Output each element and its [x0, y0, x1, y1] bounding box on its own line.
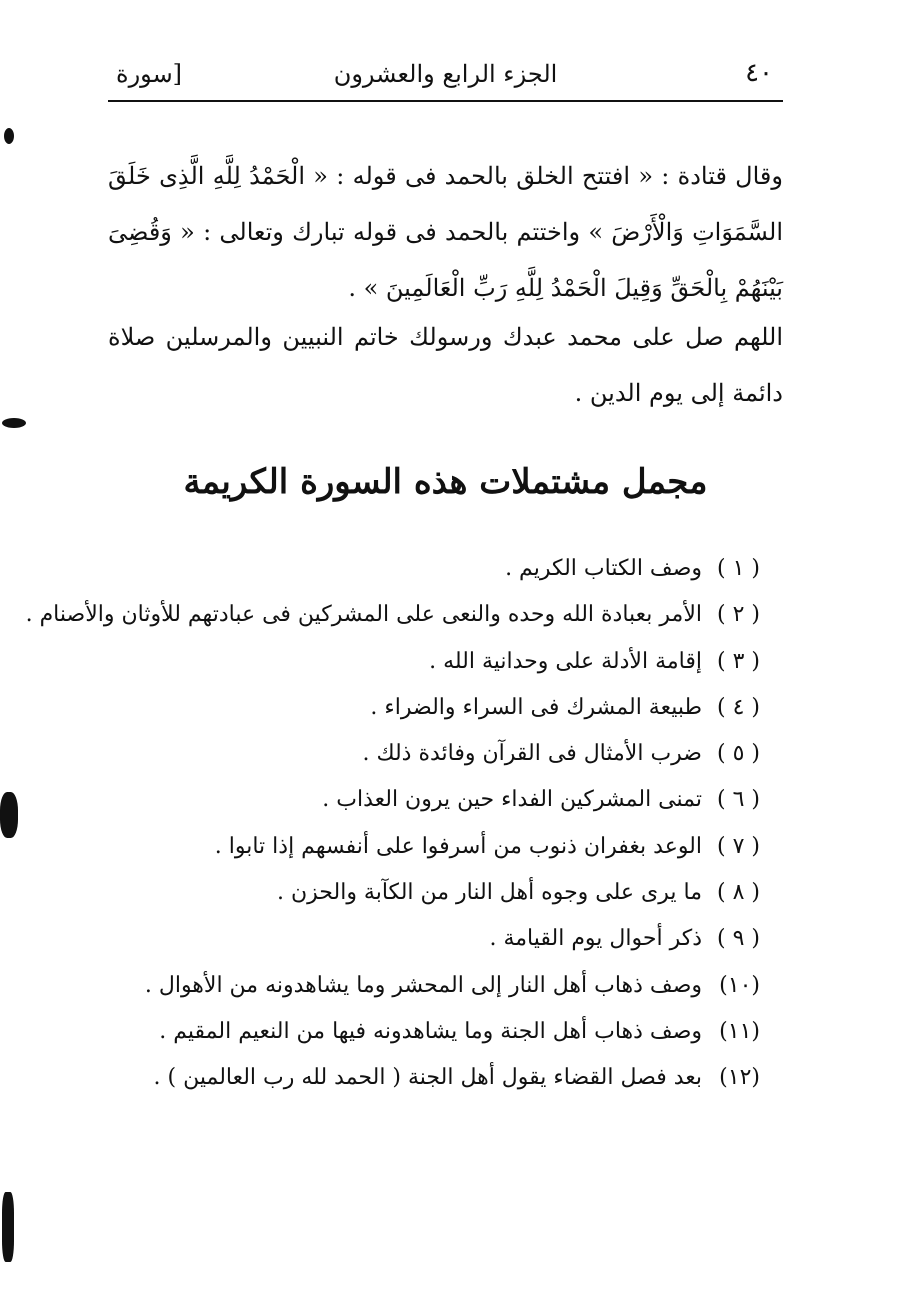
item-number: (١٠) [719, 972, 760, 998]
item-text: ما يرى على وجوه أهل النار من الكآبة والحزن . [277, 880, 702, 906]
surah-label: [سورة [116, 60, 183, 88]
item-number: ( ٦ ) [717, 787, 760, 813]
item-text: طبيعة المشرك فى السراء والضراء . [370, 694, 702, 720]
page-header [108, 52, 783, 102]
list-item [150, 741, 760, 787]
list-item [150, 834, 760, 880]
scan-mark [2, 418, 26, 428]
item-text: وصف ذهاب أهل النار إلى المحشر وما يشاهدونه من الأهوال . [144, 972, 702, 998]
item-text: وصف ذهاب أهل الجنة وما يشاهدونه فيها من النعيم المقيم . [159, 1018, 702, 1044]
list-item [144, 972, 760, 1019]
item-number: ( ٢ ) [717, 602, 760, 628]
list-item [150, 787, 760, 833]
section-heading: مجمل مشتملات هذه السورة الكريمة [183, 462, 708, 502]
item-number: (١١) [719, 1018, 760, 1044]
list-item [150, 1065, 760, 1111]
item-text: إقامة الأدلة على وحدانية الله . [429, 648, 702, 674]
item-number: ( ١ ) [717, 556, 760, 581]
item-text: وصف الكتاب الكريم . [505, 556, 702, 581]
list-item [150, 880, 760, 926]
item-number: ( ٨ ) [717, 880, 760, 906]
list-item [150, 695, 760, 741]
list-item [150, 1019, 760, 1065]
item-number: ( ٥ ) [717, 741, 760, 767]
item-text: الأمر بعبادة الله وحده والنعى على المشركين فى عبادتهم للأوثان والأصنام . [25, 602, 702, 628]
running-title: الجزء الرابع والعشرون [333, 60, 558, 88]
item-text: ذكر أحوال يوم القيامة . [489, 926, 702, 952]
prayer-paragraph: اللهم صل على محمد عبدك ورسولك خاتم النبيين والمرسلين صلاة دائمة إلى يوم الدين . [108, 323, 783, 407]
item-number: ( ٣ ) [717, 648, 760, 674]
item-text: ضرب الأمثال فى القرآن وفائدة ذلك . [362, 741, 702, 767]
list-item [150, 649, 760, 695]
item-number: ( ٤ ) [717, 694, 760, 720]
item-number: (١٢) [719, 1065, 760, 1091]
item-text: تمنى المشركين الفداء حين يرون العذاب . [322, 787, 702, 813]
list-item [150, 926, 760, 972]
item-text: بعد فصل القضاء يقول أهل الجنة ( الحمد لله رب العالمين ) . [153, 1065, 702, 1091]
item-number: ( ٩ ) [717, 926, 760, 952]
outline-list [25, 556, 760, 1112]
list-item [25, 602, 760, 648]
scan-mark [0, 792, 18, 838]
scan-mark [4, 128, 14, 144]
body-paragraph: وقال قتادة : « افتتح الخلق بالحمد فى قوله : « الْحَمْدُ لِلَّهِ الَّذِى خَلَقَ السَّمَوَاتِ وَالْأَرْضَ » واختتم بالحمد فى قوله تبارك وتعالى : « وَقُضِىَ بَيْنَهُمْ بِالْحَقِّ وَقِيلَ الْحَمْدُ لِلَّهِ رَبِّ الْعَالَمِينَ » . [108, 162, 783, 302]
list-item [150, 556, 760, 602]
scan-mark [2, 1192, 14, 1262]
item-number: ( ٧ ) [717, 833, 760, 859]
item-text: الوعد بغفران ذنوب من أسرفوا على أنفسهم إذا تابوا . [214, 833, 702, 859]
page-number: ٤٠ [745, 58, 773, 88]
